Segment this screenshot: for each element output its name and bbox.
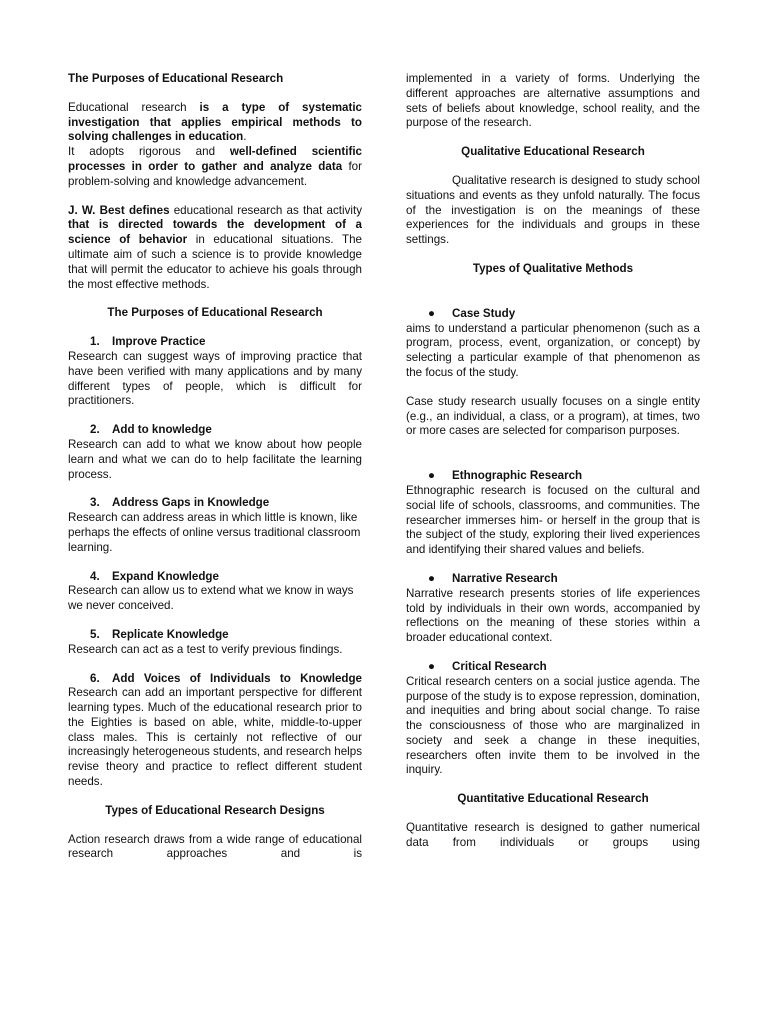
purpose-text: Research can allow us to extend what we know in ways we never conceived. (68, 584, 354, 613)
bullet-icon: ● (428, 306, 436, 320)
purpose-number: 3. (90, 496, 100, 510)
intro-paragraph-2 (68, 204, 362, 293)
intro-paragraph-1 (68, 101, 362, 190)
purpose-title: Add to knowledge (112, 423, 212, 437)
ethnographic-text: Ethnographic research is focused on the cultural and social life of schools, classrooms, and communities. The researcher immerses him- or herself in the group that is the subject of the study, exploring their lived experiences and identifying their shared values and beliefs. (406, 483, 700, 557)
purpose-item (68, 570, 362, 614)
intro1-bold-e: well-defined scientific processes in order to gather and analyze data (68, 145, 362, 173)
bullet-icon: ● (428, 659, 436, 673)
ethnographic-title: Ethnographic Research (452, 469, 583, 483)
purpose-item (68, 496, 362, 555)
designs-heading: Types of Educational Research Designs (105, 803, 325, 817)
purpose-item (68, 335, 362, 409)
intro1-text-c: . (243, 130, 247, 144)
intro1-text-d: It adopts rigorous and (68, 145, 230, 159)
quantitative-text: Quantitative research is designed to gather numerical data from individuals or groups using (406, 821, 700, 849)
purpose-number: 5. (90, 627, 100, 641)
case-study-title: Case Study (452, 306, 516, 320)
intro2-bold-c: that is directed towards the development of a science of behavior (68, 218, 362, 247)
intro1-bold-b: is a type of systematic investigation that applies empirical methods to solving challenges in education (68, 100, 362, 144)
purpose-item (68, 672, 362, 790)
purpose-number: 1. (90, 335, 100, 349)
designs-text: Action research draws from a wide range of educational research approaches and is (68, 832, 362, 861)
purpose-title: Improve Practice (112, 335, 206, 349)
purpose-title: Expand Knowledge (112, 569, 219, 583)
purpose-text: Research can act as a test to verify previous findings. (68, 642, 343, 656)
quantitative-heading: Quantitative Educational Research (457, 792, 649, 806)
purposes-heading: The Purposes of Educational Research (107, 306, 323, 320)
purpose-number: 2. (90, 423, 100, 437)
purpose-number: 6. (90, 671, 100, 685)
methods-heading: Types of Qualitative Methods (472, 261, 634, 275)
purpose-text: Research can suggest ways of improving practice that have been verified with many applications and by many different types of people, which is difficult for practitioners. (68, 349, 362, 408)
intro2-bold-a: J. W. Best defines (68, 203, 170, 217)
purpose-text: Research can add an important perspective for different learning types. Much of the educational research prior to the Eighties is based on able, white, middle-to-upper class males. This is certainly not reflective of our increasingly heterogeneous students, and research helps revise theory and practice to reflect different student needs. (68, 686, 362, 789)
page-title: The Purposes of Educational Research (68, 72, 284, 85)
bullet-icon: ● (428, 469, 436, 483)
right-column (406, 72, 700, 851)
purpose-item (68, 628, 362, 658)
critical-text: Critical research centers on a social justice agenda. The purpose of the study is to expose repression, domination, and inequities and bring about social change. To raise the consciousness of those who are marginalized in society and seek a change in these inequities, researchers often invite them to be involved in the inquiry. (406, 674, 700, 777)
continued-paragraph: implemented in a variety of forms. Underlying the different approaches are alternative assumptions and sets of beliefs about knowledge, school reality, and the purpose of the research. (406, 72, 700, 130)
purpose-title: Address Gaps in Knowledge (112, 496, 270, 510)
case-study-text-2: Case study research usually focuses on a single entity (e.g., an individual, a class, or a program), at times, two or more cases are selected for comparison purposes. (406, 394, 700, 438)
qualitative-text: Qualitative research is designed to study school situations and events as they unfold naturally. The focus of the investigation is on the meanings of these experiences for the individuals and groups in these settings. (406, 173, 700, 247)
intro1-text-a: Educational research (68, 100, 200, 114)
intro1-text-f: for problem-solving and knowledge advancement. (68, 159, 362, 188)
purpose-title: Add Voices of Individuals to Knowledge (112, 671, 362, 685)
intro2-text-d: in educational situations. The ultimate aim of such a science is to provide knowledge that will permit the educator to achieve his goals through the most effective methods. (68, 233, 362, 291)
purpose-item (68, 423, 362, 482)
bullet-icon: ● (428, 571, 436, 585)
purpose-title: Replicate Knowledge (112, 627, 229, 641)
purpose-number: 4. (90, 569, 100, 583)
critical-title: Critical Research (452, 659, 547, 673)
narrative-title: Narrative Research (452, 571, 558, 585)
narrative-text: Narrative research presents stories of life experiences told by individuals in their own words, accompanied by reflections on the meaning of these stories within a broader educational context. (406, 586, 700, 645)
purpose-text: Research can add to what we know about how people learn and what we can do to help facilitate the learning process. (68, 437, 362, 481)
purpose-text: Research can address areas in which little is known, like perhaps the effects of online versus traditional classroom learning. (68, 511, 361, 554)
intro2-text-b: educational research as that activity (169, 203, 362, 217)
qualitative-heading: Qualitative Educational Research (461, 145, 645, 159)
case-study-text: aims to understand a particular phenomenon (such as a program, process, event, organization, or concept) by selecting a particular example of that phenomenon as the focus of the study. (406, 321, 700, 379)
left-column (68, 72, 362, 862)
